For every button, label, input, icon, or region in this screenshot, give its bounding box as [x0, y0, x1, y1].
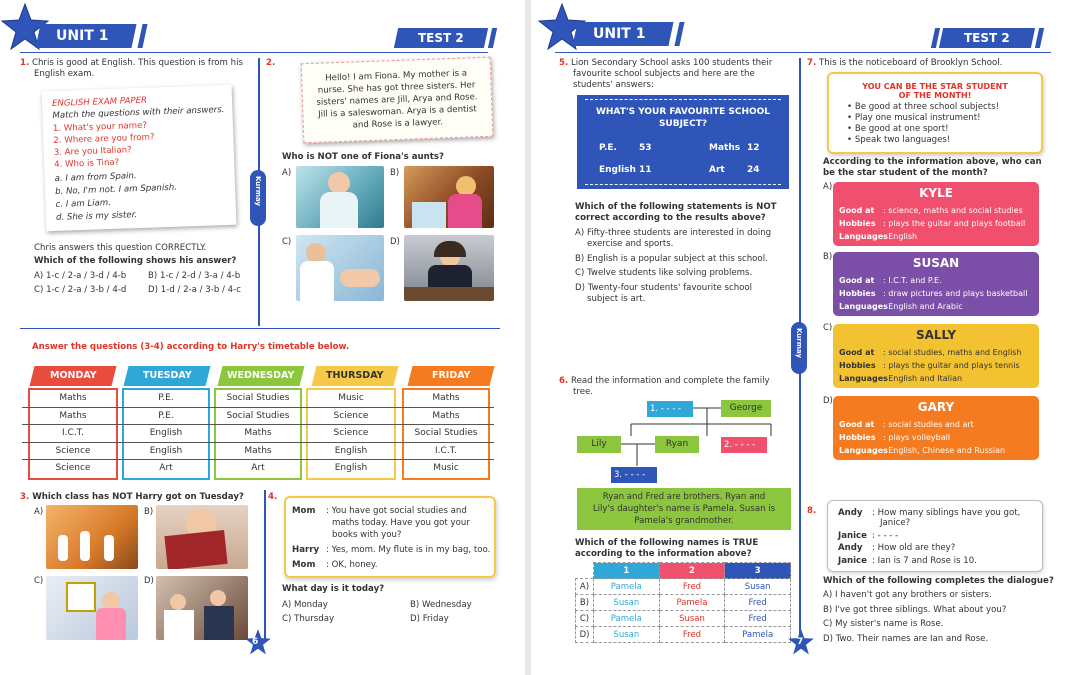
card-sally[interactable]: SALLY Good at : social studies, maths and English Hobbies : plays the guitar and plays tennis Languages: English and Italian: [833, 324, 1039, 388]
page-number: 7: [797, 637, 804, 647]
noticeboard: YOU CAN BE THE STAR STUDENT OF THE MONTH! • Be good at three school subjects! • Play one musical instrument! • Be good at one sport! • Speak two languages!: [827, 72, 1043, 154]
q2-option-b[interactable]: B): [390, 168, 400, 178]
nurse-photo[interactable]: [296, 166, 384, 228]
exam-paper-note: ENGLISH EXAM PAPER Match the questions with their answers. 1. What's your name? 2. Where are you from? 3. Are you Italian? 4. Who is Tina? a. I am from Spain. b. No, I'm not. I am Spanish. c. I am Liam. d. She is my sister.: [42, 85, 237, 232]
brand-tab: Kurmay: [791, 322, 807, 374]
day-monday: MONDAY: [30, 366, 117, 386]
brand-tab: Kurmay: [250, 170, 266, 226]
left-page: UNIT 1 TEST 2 1. Chris is good at English. This question is from his English exam. ENGLISH EXAM PAPER Match the questions with their answers. 1. What's your name? 2. Where are you from? 3. Are you Italian? 4. Who is Tina? a. I am from Spain. b. No, I'm not. I am Spanish. c. I am Liam. d. She is my sister. Chris answers this question CORRECTLY. Which of the following shows his answer? A) 1-c / 2-a / 3-d / 4-b B) 1-c / 2-d / 3-a / 4-b C) 1-c / 2-a / 3-b / 4-d D) 1-d / 2-a / 3-b / 4-c Kurmay 2. Hello! I am Fiona. My mother is a nurse. She has got three sisters. Her sisters' names are Jill, Arya and Rose. Jill is a saleswoman. Arya is a dentist and Rose is a lawyer. Who is NOT one of Fiona's aunts? A) B) C) D) Answer the questions (3-4) according to Harry's timetable below. MONDAY TUESDAY WEDNESDAY THURSDAY FRIDAY Maths Maths I.C.T. Science Science P.E. P.E. English English Art Social Studies Social Studies Maths Maths Art Music Science Science English English Maths Maths Social Studies I.C.T. Music 3. Which class has NOT Harry got on Tuesday? A) B) C) D) 4. Mom : You have got social studies and maths today. Have you got your books with you? Harry : Yes, mom. My flute is in my bag, too. Mom : OK, honey. What day is it today? A) Monday B) Wednesday C) Thursday D) Friday 6: [0, 0, 525, 675]
q4-prompt: What day is it today?: [282, 584, 385, 594]
q8-prompt: Which of the following completes the dialogue?: [823, 576, 1054, 586]
q2-prompt: Who is NOT one of Fiona's aunts?: [282, 152, 444, 162]
q5-option-a[interactable]: A) Fifty-three students are interested in doing: [575, 228, 772, 238]
q1-option-d[interactable]: D) 1-d / 2-a / 3-b / 4-c: [148, 285, 241, 295]
survey-board: WHAT'S YOUR FAVOURITE SCHOOL SUBJECT? P.E. 53 Maths 12 English 11 Art 24: [577, 95, 789, 189]
fiona-note: Hello! I am Fiona. My mother is a nurse. She has got three sisters. Her sisters' names are Jill, Arya and Rose. Jill is a saleswoman. Arya is a dentist and Rose is a lawyer.: [301, 57, 494, 144]
q1-option-b[interactable]: B) 1-c / 2-d / 3-a / 4-b: [148, 271, 241, 281]
right-page: UNIT 1 TEST 2 5. Lion Secondary School asks 100 students their favourite school subjects and here are the students' answers: WHAT'S YOUR FAVOURITE SCHOOL SUBJECT? P.E. 53 Maths 12 English 11 Art 24 Which of the following statements is NOT correct according to the results above? A) Fifty-three students are interested in doing exercise and sports. B) English is a popular subject at this school. C) Twelve students like solving problems. D) Twenty-four students' favourite school subject is art. Kurmay 6. Read the information and complete the family tree. 1. - - - - George Lily Ryan 2. - - - - 3. - - - - Ryan and Fred are brothers. Ryan and Lily's daughter's name is Pamela. Susan is Pamela's grandmother. Which of the following names is TRUE according to the information above? 1 2 3 A) Pamela Fred Susan B) Susan Pamela Fred C) Pamela Susan Fred D) Susan Fred Pamela 7. This is the noticeboard of Brooklyn School. YOU CAN BE THE STAR STUDENT OF THE MONTH! • Be good at three school subjects! • Play one musical instrument! • Be good at one sport! • Speak two languages! According to the information above, who can be the star student of the month? A) KYLE Good at : science, maths and social studies Hobbies : plays the guitar and plays football Languages: English B) SUSAN Good at : I.C.T. and P.E. Hobbies : draw pictures and plays basketball Languages: English and Arabic C) SALLY Good at : social studies, maths and English Hobbies : plays the guitar and plays tennis Languages: English and Italian D) GARY Good at : social studies and art Hobbies : plays volleyball Languages: English, Chinese and Russian 8. Andy : How many siblings have you got, Janice? Janice : - - - - Andy : How old are they? Janice : Ian is 7 and Rose is 10. Which of the following completes the dialogue? A) I haven't got any brothers or sisters. B) I've got three siblings. What about you? C) My sister's name is Rose. D) Two. Their names are Ian and Rose. 7: [531, 0, 1065, 675]
q8-option-d[interactable]: D) Two. Their names are Ian and Rose.: [823, 634, 989, 644]
q7-prompt: According to the information above, who can: [823, 157, 1042, 167]
tree-node-1[interactable]: 1. - - - -: [647, 401, 693, 417]
tree-node-george: George: [721, 400, 771, 417]
test-label: TEST 2: [394, 28, 488, 48]
saleswoman-photo[interactable]: [404, 166, 494, 228]
day-wednesday: WEDNESDAY: [218, 366, 305, 386]
tree-node-ryan: Ryan: [655, 436, 699, 453]
reading-photo[interactable]: [156, 505, 248, 569]
art-class-photo[interactable]: [46, 576, 138, 640]
lawyer-photo[interactable]: [404, 235, 494, 301]
q8-option-b[interactable]: B) I've got three siblings. What about you?: [823, 605, 1007, 615]
dentist-photo[interactable]: [296, 235, 384, 301]
q1-text: Chris is good at English. This question is from his: [31, 58, 243, 68]
q3-prompt: Which class has NOT Harry got on Tuesday?: [32, 492, 244, 502]
thursday-column: Music Science Science English English: [306, 388, 396, 480]
q4-dialog-box: Mom : You have got social studies and maths today. Have you got your books with you? Harry : Yes, mom. My flute is in my bag, too. Mom : OK, honey.: [284, 496, 496, 578]
card-susan[interactable]: SUSAN Good at : I.C.T. and P.E. Hobbies : draw pictures and plays basketball Languages: English and Arabic: [833, 252, 1039, 316]
q6-info-box: Ryan and Fred are brothers. Ryan and Lily's daughter's name is Pamela. Susan is Pamela's grandmother.: [577, 488, 791, 530]
card-kyle[interactable]: KYLE Good at : science, maths and social studies Hobbies : plays the guitar and plays football Languages: English: [833, 182, 1039, 246]
q8-dialog-box: Andy : How many siblings have you got, Janice? Janice : - - - - Andy : How old are they? Janice : Ian is 7 and Rose is 10.: [827, 500, 1043, 572]
q6-prompt: Which of the following names is TRUE: [575, 538, 759, 548]
test-label: TEST 2: [939, 28, 1035, 48]
tree-node-3[interactable]: 3. - - - -: [611, 467, 657, 483]
q1-option-c[interactable]: C) 1-c / 2-a / 3-b / 4-d: [34, 285, 127, 295]
q3-option-c[interactable]: C): [34, 576, 44, 586]
q6-option-b[interactable]: B) Susan Pamela Fred: [576, 595, 791, 611]
q4-option-d[interactable]: D) Friday: [410, 614, 449, 624]
q5-prompt: Which of the following statements is NOT: [575, 202, 777, 212]
pe-class-photo[interactable]: [46, 505, 138, 569]
day-friday: FRIDAY: [408, 366, 495, 386]
q4-option-a[interactable]: A) Monday: [282, 600, 328, 610]
monday-column: Maths Maths I.C.T. Science Science: [28, 388, 118, 480]
q1-prompt: Which of the following shows his answer?: [34, 256, 237, 266]
section-heading: Answer the questions (3-4) according to Harry's timetable below.: [32, 342, 350, 352]
q3-option-d[interactable]: D): [144, 576, 154, 586]
q5-option-d[interactable]: D) Twenty-four students' favourite school: [575, 283, 753, 293]
q6-option-a[interactable]: A) Pamela Fred Susan: [576, 579, 791, 595]
tree-node-lily: Lily: [577, 436, 621, 453]
q6-options-table: 1 2 3 A) Pamela Fred Susan B) Susan Pamela Fred C) Pamela Susan Fred D) Susan Fred Pamela: [575, 562, 791, 643]
q5-option-c[interactable]: C) Twelve students like solving problems.: [575, 268, 753, 278]
q2-option-a[interactable]: A): [282, 168, 292, 178]
q3-option-b[interactable]: B): [144, 507, 154, 517]
card-gary[interactable]: GARY Good at : social studies and art Hobbies : plays volleyball Languages: English, Chinese and Russian: [833, 396, 1039, 460]
unit-label: UNIT 1: [572, 22, 673, 46]
friday-column: Maths Maths Social Studies I.C.T. Music: [402, 388, 490, 480]
day-tuesday: TUESDAY: [124, 366, 211, 386]
q4-option-b[interactable]: B) Wednesday: [410, 600, 472, 610]
tree-node-2[interactable]: 2. - - - -: [721, 437, 767, 453]
page-number: 6: [252, 637, 259, 647]
q8-option-a[interactable]: A) I haven't got any brothers or sisters.: [823, 590, 992, 600]
q2-option-c[interactable]: C): [282, 237, 292, 247]
q3-option-a[interactable]: A): [34, 507, 44, 517]
q5-option-b[interactable]: B) English is a popular subject at this school.: [575, 254, 768, 264]
wednesday-column: Social Studies Social Studies Maths Maths Art: [214, 388, 302, 480]
science-class-photo[interactable]: [156, 576, 248, 640]
q4-option-c[interactable]: C) Thursday: [282, 614, 335, 624]
unit-label: UNIT 1: [35, 24, 136, 48]
q6-option-d[interactable]: D) Susan Fred Pamela: [576, 627, 791, 643]
q8-option-c[interactable]: C) My sister's name is Rose.: [823, 619, 944, 629]
tuesday-column: P.E. P.E. English English Art: [122, 388, 210, 480]
q1-option-a[interactable]: A) 1-c / 2-a / 3-d / 4-b: [34, 271, 127, 281]
q6-option-c[interactable]: C) Pamela Susan Fred: [576, 611, 791, 627]
q2-option-d[interactable]: D): [390, 237, 400, 247]
day-thursday: THURSDAY: [312, 366, 399, 386]
